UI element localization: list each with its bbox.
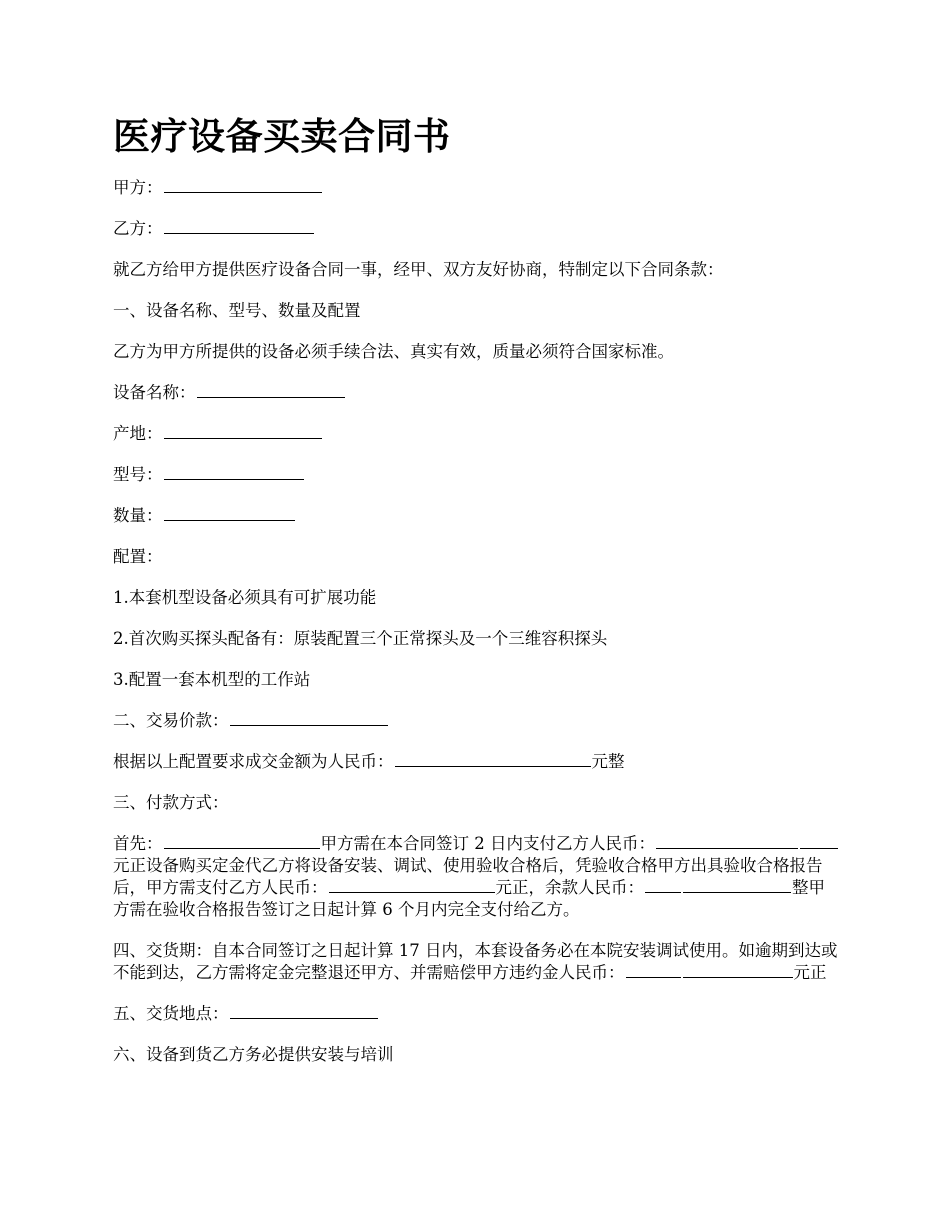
amount-suffix: 元整 — [591, 752, 625, 771]
delivery-location-blank — [230, 1004, 378, 1019]
payment-mid1: 甲方需在本合同签订 2 日内支付乙方人民币： — [320, 834, 655, 853]
payment-paragraph — [113, 833, 841, 921]
section4-paragraph — [113, 940, 841, 984]
amount-blank — [395, 752, 591, 767]
config-item: 1.本套机型设备必须具有可扩展功能 — [113, 588, 377, 607]
payment-mid3: 元正，余款人民币： — [495, 878, 644, 897]
device-name-line — [113, 382, 841, 404]
party-a-line — [113, 177, 841, 199]
config-item: 3.配置一套本机型的工作站 — [113, 670, 311, 689]
quantity-label: 数量： — [113, 506, 163, 525]
config-item: 2.首次购买探头配备有：原装配置三个正常探头及一个三维容积探头 — [113, 629, 608, 648]
quantity-blank — [164, 506, 295, 521]
party-b-line — [113, 218, 841, 240]
party-a-label: 甲方： — [113, 178, 163, 197]
section6-heading: 六、设备到货乙方务必提供安装与培训 — [113, 1045, 394, 1064]
section2-heading-line — [113, 710, 841, 732]
payment-blank-4b — [683, 878, 791, 893]
penalty-blank — [626, 963, 681, 978]
amount-prefix: 根据以上配置要求成交金额为人民币： — [113, 752, 394, 771]
payment-blank-2 — [656, 834, 798, 849]
section5-line — [113, 1003, 841, 1025]
document-title: 医疗设备买卖合同书 — [113, 114, 451, 158]
origin-blank — [164, 424, 322, 439]
device-name-label: 设备名称： — [113, 383, 196, 402]
section1-heading: 一、设备名称、型号、数量及配置 — [113, 301, 361, 320]
model-line — [113, 464, 841, 486]
payment-mid2: 元正设备购买定金代乙方将设备安装、调试、使用验收合格后，凭验收合格甲方出具验收合格报告后，甲方需支付乙方人民币： — [113, 856, 823, 897]
payment-blank-3 — [329, 878, 495, 893]
section1-statement: 乙方为甲方所提供的设备必须手续合法、真实有效，质量必须符合国家标准。 — [113, 342, 674, 361]
payment-blank-4 — [645, 878, 681, 893]
device-name-blank — [197, 383, 345, 398]
config-label: 配置： — [113, 547, 163, 566]
party-b-label: 乙方： — [113, 219, 163, 238]
quantity-line — [113, 505, 841, 527]
section5-heading-label: 五、交货地点： — [113, 1004, 229, 1023]
contract-document — [113, 112, 841, 1085]
model-label: 型号： — [113, 465, 163, 484]
section4-text: 四、交货期：自本合同签订之日起计算 17 日内，本套设备务必在本院安装调试使用。如逾期到达或不能到达，乙方需将定金完整退还甲方、并需赔偿甲方违约金人民币： — [113, 941, 838, 982]
payment-end: 整甲方需在验收合格报告签订之日起计算 6 个月内完全支付给乙方。 — [113, 878, 825, 919]
model-blank — [164, 465, 304, 480]
price-blank — [230, 711, 388, 726]
section2-heading-label: 二、交易价款： — [113, 711, 229, 730]
penalty-blank-b — [683, 963, 793, 978]
section4-suffix: 元正 — [793, 963, 827, 982]
payment-blank-1 — [164, 834, 320, 849]
origin-label: 产地： — [113, 424, 163, 443]
amount-line — [113, 751, 841, 773]
origin-line — [113, 423, 841, 445]
payment-first: 首先： — [113, 834, 163, 853]
intro-paragraph: 就乙方给甲方提供医疗设备合同一事，经甲、双方友好协商，特制定以下合同条款： — [113, 260, 724, 279]
party-b-blank — [164, 219, 314, 234]
party-a-blank — [164, 178, 322, 193]
section3-heading: 三、付款方式： — [113, 793, 229, 812]
payment-blank-2b — [800, 834, 838, 849]
